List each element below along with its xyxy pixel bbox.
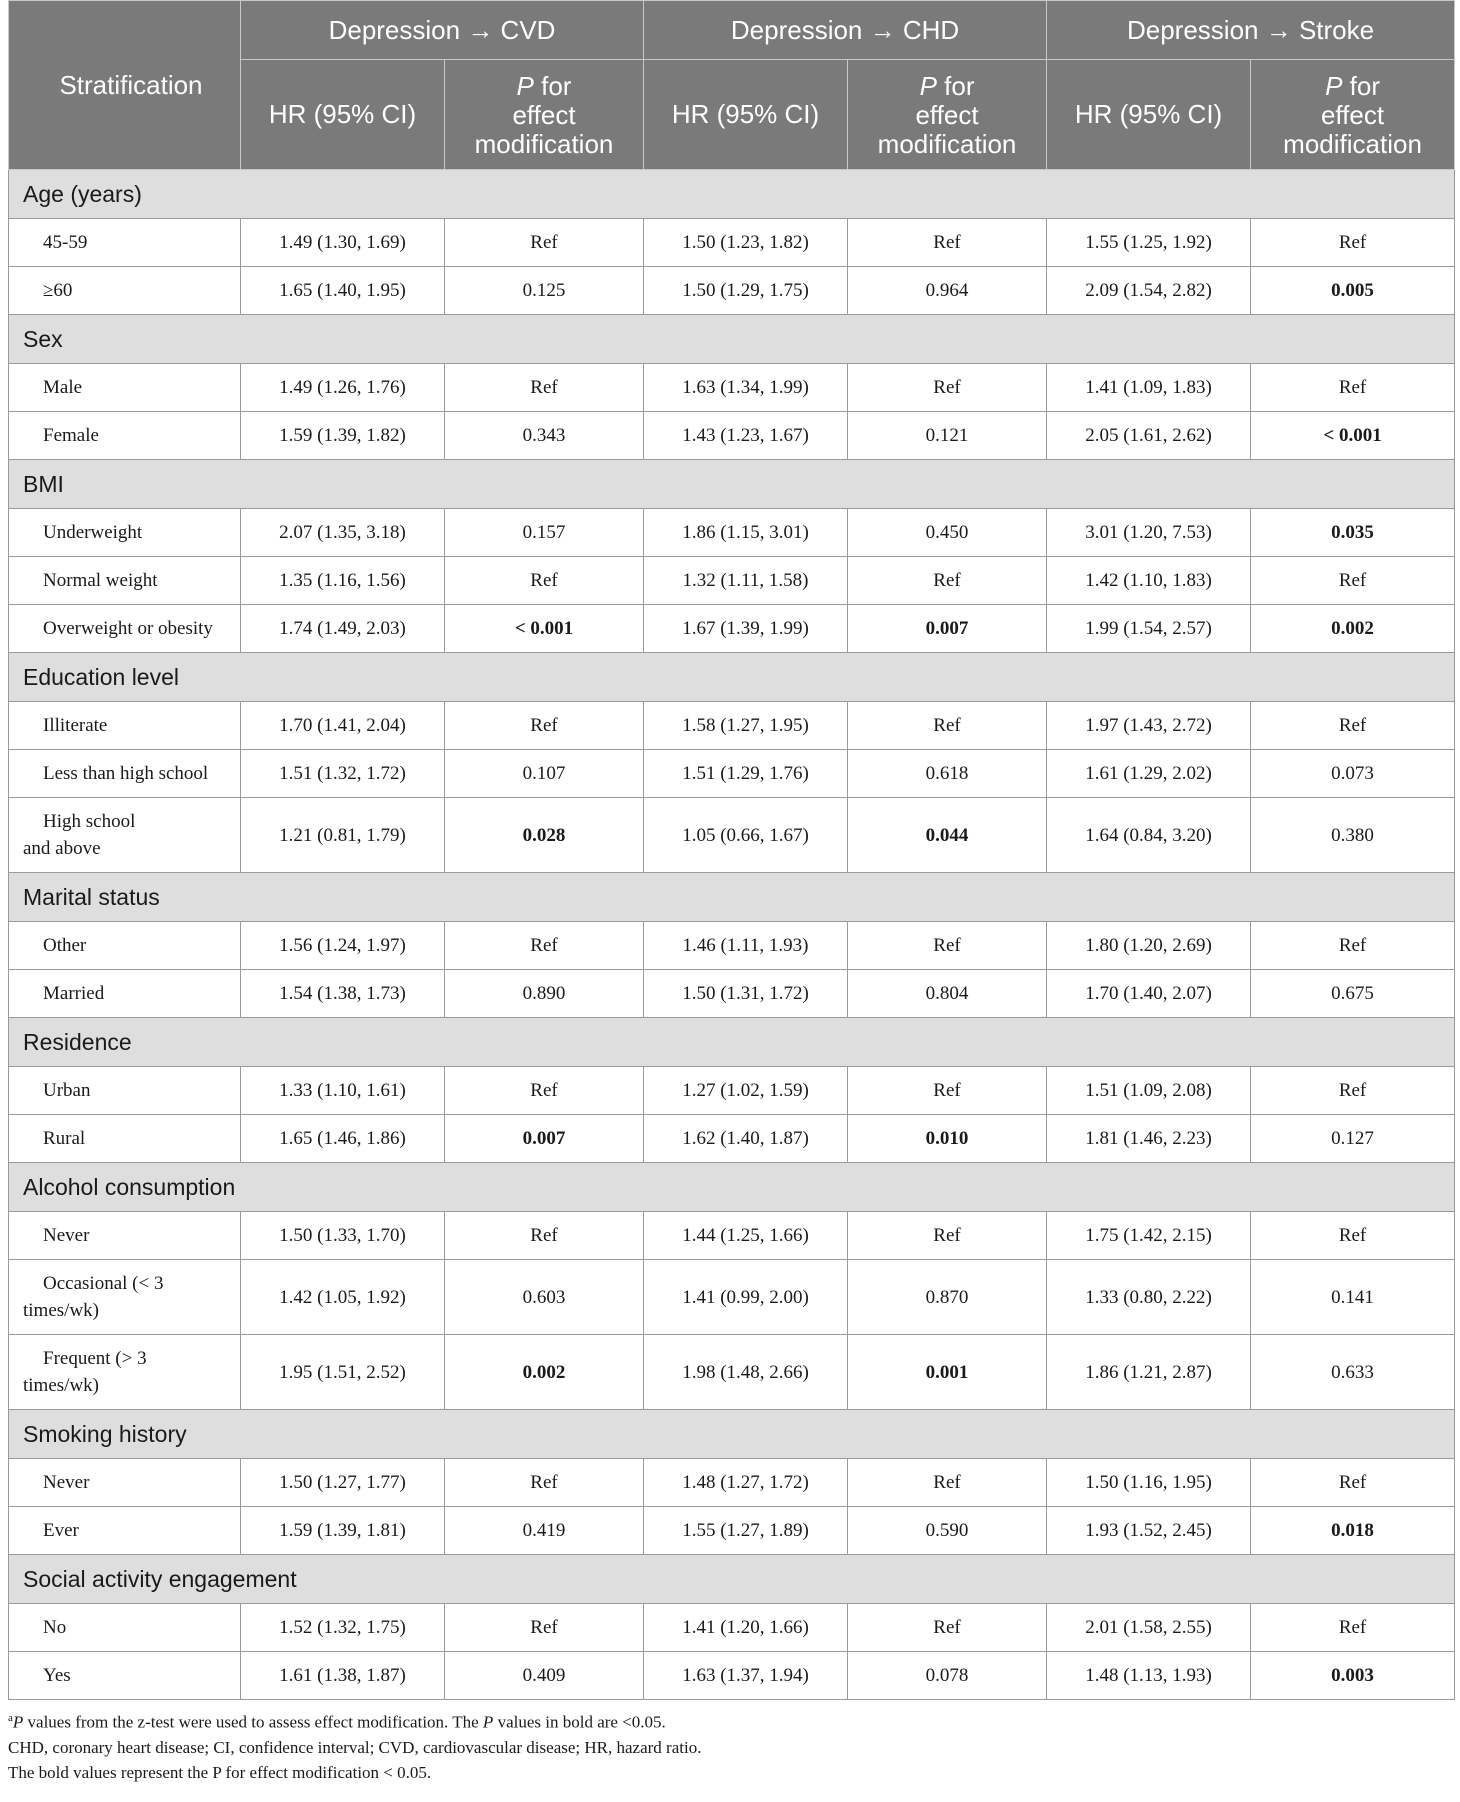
p-value-cell: 0.380 — [1251, 798, 1455, 873]
p-value-cell: Ref — [445, 702, 644, 750]
hr-cell: 1.74 (1.49, 2.03) — [241, 605, 445, 653]
p-value-cell: 0.035 — [1251, 509, 1455, 557]
hr-cell: 1.65 (1.40, 1.95) — [241, 267, 445, 315]
p-value-cell: Ref — [848, 557, 1047, 605]
hr-cell: 3.01 (1.20, 7.53) — [1047, 509, 1251, 557]
hr-cell: 1.51 (1.09, 2.08) — [1047, 1067, 1251, 1115]
p-value-cell: Ref — [848, 219, 1047, 267]
p-value-cell: Ref — [848, 922, 1047, 970]
p-header-for: for — [936, 70, 975, 101]
p-value-cell: 0.078 — [848, 1652, 1047, 1700]
p-value-cell: Ref — [445, 1459, 644, 1507]
section-row — [9, 1410, 1455, 1459]
p-value-cell: Ref — [445, 1212, 644, 1260]
hr-cell: 1.70 (1.41, 2.04) — [241, 702, 445, 750]
hr-cell: 1.70 (1.40, 2.07) — [1047, 970, 1251, 1018]
p-value-cell: 0.590 — [848, 1507, 1047, 1555]
hr-cell: 1.98 (1.48, 2.66) — [644, 1335, 848, 1410]
row-label: Overweight or obesity — [9, 605, 241, 653]
section-row — [9, 170, 1455, 219]
p-header-effect: effect — [1320, 99, 1385, 130]
hr-cell: 1.05 (0.66, 1.67) — [644, 798, 848, 873]
row-label-line1: Occasional (< 3 — [43, 1273, 164, 1294]
table-row — [9, 1604, 1455, 1652]
hr-cell: 1.63 (1.37, 1.94) — [644, 1652, 848, 1700]
table-row — [9, 219, 1455, 267]
p-header — [1251, 60, 1455, 170]
hr-cell: 1.33 (1.10, 1.61) — [241, 1067, 445, 1115]
hr-cell: 1.55 (1.25, 1.92) — [1047, 219, 1251, 267]
table-row — [9, 605, 1455, 653]
table-row — [9, 412, 1455, 460]
stratification-header: Stratification — [9, 1, 241, 170]
p-value-cell: Ref — [445, 557, 644, 605]
p-value-cell: Ref — [1251, 219, 1455, 267]
p-value-cell: 0.044 — [848, 798, 1047, 873]
p-value-cell: Ref — [1251, 702, 1455, 750]
p-value-cell: 0.125 — [445, 267, 644, 315]
p-value-cell: 0.107 — [445, 750, 644, 798]
row-label: Other — [9, 922, 241, 970]
p-value-cell: Ref — [848, 702, 1047, 750]
hr-cell: 1.42 (1.05, 1.92) — [241, 1260, 445, 1335]
p-header-modification: modification — [877, 128, 1017, 159]
table-row — [9, 267, 1455, 315]
hr-cell: 1.50 (1.23, 1.82) — [644, 219, 848, 267]
p-value-cell: Ref — [445, 922, 644, 970]
row-label: ≥60 — [9, 267, 241, 315]
hr-cell: 1.50 (1.27, 1.77) — [241, 1459, 445, 1507]
row-label: Male — [9, 364, 241, 412]
p-value-cell: 0.002 — [445, 1335, 644, 1410]
p-value-cell: 0.804 — [848, 970, 1047, 1018]
hr-cell: 1.61 (1.38, 1.87) — [241, 1652, 445, 1700]
hr-cell: 1.44 (1.25, 1.66) — [644, 1212, 848, 1260]
hr-cell: 1.59 (1.39, 1.82) — [241, 412, 445, 460]
p-value-cell: 0.141 — [1251, 1260, 1455, 1335]
p-value-cell: Ref — [1251, 1067, 1455, 1115]
table-row — [9, 1260, 1455, 1335]
p-value-cell: 0.409 — [445, 1652, 644, 1700]
p-header-for: for — [533, 70, 572, 101]
hr-cell: 1.56 (1.24, 1.97) — [241, 922, 445, 970]
p-value-cell: 0.007 — [445, 1115, 644, 1163]
table-row — [9, 702, 1455, 750]
row-label: Illiterate — [9, 702, 241, 750]
p-value-cell: 0.870 — [848, 1260, 1047, 1335]
hr-cell: 1.51 (1.32, 1.72) — [241, 750, 445, 798]
p-value-cell: 0.343 — [445, 412, 644, 460]
table-body — [9, 170, 1455, 1700]
section-row — [9, 873, 1455, 922]
p-value-cell: Ref — [445, 364, 644, 412]
hr-cell: 1.33 (0.80, 2.22) — [1047, 1260, 1251, 1335]
row-label-line1: High school — [43, 811, 136, 832]
hr-cell: 1.86 (1.21, 2.87) — [1047, 1335, 1251, 1410]
p-value-cell: 0.450 — [848, 509, 1047, 557]
table-row — [9, 364, 1455, 412]
hr-cell: 1.49 (1.26, 1.76) — [241, 364, 445, 412]
section-title: Age (years) — [9, 170, 1455, 219]
p-value-cell: 0.001 — [848, 1335, 1047, 1410]
section-title: Residence — [9, 1018, 1455, 1067]
footnote-abbreviations: CHD, coronary heart disease; CI, confidence interval; CVD, cardiovascular disease; HR, hazard ratio. — [8, 1737, 702, 1757]
p-header-italic: P — [1325, 70, 1343, 101]
footnote-p-italic: P — [482, 1712, 494, 1732]
table-row — [9, 1115, 1455, 1163]
row-label: Yes — [9, 1652, 241, 1700]
row-label: Underweight — [9, 509, 241, 557]
row-label: Married — [9, 970, 241, 1018]
table-row — [9, 1335, 1455, 1410]
hr-cell: 1.62 (1.40, 1.87) — [644, 1115, 848, 1163]
p-value-cell: 0.121 — [848, 412, 1047, 460]
p-value-cell: Ref — [445, 1067, 644, 1115]
table-row — [9, 557, 1455, 605]
p-value-cell: 0.603 — [445, 1260, 644, 1335]
hr-cell: 1.51 (1.29, 1.76) — [644, 750, 848, 798]
p-value-cell: 0.675 — [1251, 970, 1455, 1018]
p-header-modification: modification — [1283, 128, 1422, 159]
row-label — [9, 1260, 241, 1335]
p-value-cell: Ref — [848, 1067, 1047, 1115]
p-header-for: for — [1342, 70, 1380, 101]
section-title: Sex — [9, 315, 1455, 364]
footnote-a-text: values from the z-test were used to assess effect modification. The — [23, 1712, 483, 1732]
section-title: Education level — [9, 653, 1455, 702]
p-header-italic: P — [516, 70, 534, 101]
hr-cell: 1.41 (1.09, 1.83) — [1047, 364, 1251, 412]
hr-cell: 1.48 (1.13, 1.93) — [1047, 1652, 1251, 1700]
row-label: 45-59 — [9, 219, 241, 267]
p-value-cell: Ref — [1251, 922, 1455, 970]
row-label-line1: Frequent (> 3 — [43, 1348, 147, 1369]
row-label: Less than high school — [9, 750, 241, 798]
hr-cell: 1.54 (1.38, 1.73) — [241, 970, 445, 1018]
row-label-line2: and above — [23, 838, 101, 859]
p-value-cell: 0.127 — [1251, 1115, 1455, 1163]
hr-cell: 2.07 (1.35, 3.18) — [241, 509, 445, 557]
p-value-cell: Ref — [1251, 1212, 1455, 1260]
p-header-effect: effect — [915, 99, 979, 130]
hr-cell: 1.21 (0.81, 1.79) — [241, 798, 445, 873]
section-row — [9, 315, 1455, 364]
hr-cell: 1.49 (1.30, 1.69) — [241, 219, 445, 267]
hr-cell: 1.95 (1.51, 2.52) — [241, 1335, 445, 1410]
row-label: Rural — [9, 1115, 241, 1163]
p-value-cell: 0.010 — [848, 1115, 1047, 1163]
hr-header: HR (95% CI) — [1047, 60, 1251, 170]
section-title: BMI — [9, 460, 1455, 509]
p-value-cell: 0.890 — [445, 970, 644, 1018]
row-label: Female — [9, 412, 241, 460]
row-label — [9, 1335, 241, 1410]
group-header-cvd: Depression → CVD — [241, 1, 644, 60]
p-value-cell: Ref — [848, 1212, 1047, 1260]
hr-cell: 1.43 (1.23, 1.67) — [644, 412, 848, 460]
hr-cell: 1.35 (1.16, 1.56) — [241, 557, 445, 605]
section-row — [9, 1555, 1455, 1604]
p-value-cell: Ref — [1251, 1459, 1455, 1507]
hr-cell: 1.48 (1.27, 1.72) — [644, 1459, 848, 1507]
p-value-cell: 0.419 — [445, 1507, 644, 1555]
p-value-cell: Ref — [1251, 557, 1455, 605]
hr-header: HR (95% CI) — [241, 60, 445, 170]
section-row — [9, 1018, 1455, 1067]
p-value-cell: 0.964 — [848, 267, 1047, 315]
section-row — [9, 460, 1455, 509]
footnote-a-end: values in bold are <0.05. — [493, 1712, 666, 1732]
hr-cell: 1.58 (1.27, 1.95) — [644, 702, 848, 750]
hr-cell: 1.80 (1.20, 2.69) — [1047, 922, 1251, 970]
hr-cell: 1.64 (0.84, 3.20) — [1047, 798, 1251, 873]
p-value-cell: 0.157 — [445, 509, 644, 557]
row-label: Never — [9, 1212, 241, 1260]
row-label: Never — [9, 1459, 241, 1507]
p-header — [848, 60, 1047, 170]
table-row — [9, 750, 1455, 798]
table-row — [9, 1459, 1455, 1507]
section-row — [9, 653, 1455, 702]
group-header-chd: Depression → CHD — [644, 1, 1047, 60]
p-value-cell: Ref — [848, 364, 1047, 412]
table-row — [9, 1507, 1455, 1555]
table-container — [8, 0, 1454, 1785]
p-header-effect: effect — [512, 99, 576, 130]
hr-cell: 1.93 (1.52, 2.45) — [1047, 1507, 1251, 1555]
hr-cell: 1.50 (1.33, 1.70) — [241, 1212, 445, 1260]
p-value-cell: Ref — [1251, 1604, 1455, 1652]
hr-cell: 1.63 (1.34, 1.99) — [644, 364, 848, 412]
row-label: No — [9, 1604, 241, 1652]
p-value-cell: 0.007 — [848, 605, 1047, 653]
hr-cell: 1.55 (1.27, 1.89) — [644, 1507, 848, 1555]
p-value-cell: 0.002 — [1251, 605, 1455, 653]
hr-cell: 1.86 (1.15, 3.01) — [644, 509, 848, 557]
footnotes — [8, 1706, 1454, 1785]
table-header — [9, 1, 1455, 170]
table-row — [9, 1652, 1455, 1700]
row-label-line2: times/wk) — [23, 1375, 99, 1396]
row-label: Urban — [9, 1067, 241, 1115]
hr-cell: 1.65 (1.46, 1.86) — [241, 1115, 445, 1163]
p-header-modification: modification — [474, 128, 614, 159]
p-value-cell: 0.633 — [1251, 1335, 1455, 1410]
section-title: Social activity engagement — [9, 1555, 1455, 1604]
hr-cell: 1.97 (1.43, 2.72) — [1047, 702, 1251, 750]
table-row — [9, 1212, 1455, 1260]
results-table — [8, 0, 1455, 1700]
p-value-cell: 0.073 — [1251, 750, 1455, 798]
hr-cell: 1.41 (1.20, 1.66) — [644, 1604, 848, 1652]
p-value-cell: Ref — [445, 1604, 644, 1652]
hr-cell: 1.50 (1.31, 1.72) — [644, 970, 848, 1018]
hr-cell: 1.46 (1.11, 1.93) — [644, 922, 848, 970]
p-value-cell: 0.618 — [848, 750, 1047, 798]
p-value-cell: 0.018 — [1251, 1507, 1455, 1555]
p-value-cell: Ref — [848, 1604, 1047, 1652]
hr-cell: 2.01 (1.58, 2.55) — [1047, 1604, 1251, 1652]
table-row — [9, 798, 1455, 873]
p-value-cell: 0.028 — [445, 798, 644, 873]
hr-cell: 1.59 (1.39, 1.81) — [241, 1507, 445, 1555]
p-header-italic: P — [919, 70, 937, 101]
p-value-cell: Ref — [1251, 364, 1455, 412]
row-label: Normal weight — [9, 557, 241, 605]
hr-header: HR (95% CI) — [644, 60, 848, 170]
section-title: Marital status — [9, 873, 1455, 922]
footnote-a — [8, 1706, 1454, 1735]
p-header — [445, 60, 644, 170]
table-row — [9, 970, 1455, 1018]
section-title: Alcohol consumption — [9, 1163, 1455, 1212]
row-label: Ever — [9, 1507, 241, 1555]
hr-cell: 1.81 (1.46, 2.23) — [1047, 1115, 1251, 1163]
table-row — [9, 922, 1455, 970]
section-title: Smoking history — [9, 1410, 1455, 1459]
p-value-cell: Ref — [445, 219, 644, 267]
row-label-line2: times/wk) — [23, 1300, 99, 1321]
hr-cell: 1.27 (1.02, 1.59) — [644, 1067, 848, 1115]
hr-cell: 1.41 (0.99, 2.00) — [644, 1260, 848, 1335]
group-header-stroke: Depression → Stroke — [1047, 1, 1455, 60]
hr-cell: 1.67 (1.39, 1.99) — [644, 605, 848, 653]
hr-cell: 1.50 (1.29, 1.75) — [644, 267, 848, 315]
section-row — [9, 1163, 1455, 1212]
p-value-cell: < 0.001 — [445, 605, 644, 653]
hr-cell: 1.52 (1.32, 1.75) — [241, 1604, 445, 1652]
hr-cell: 1.32 (1.11, 1.58) — [644, 557, 848, 605]
hr-cell: 1.42 (1.10, 1.83) — [1047, 557, 1251, 605]
hr-cell: 1.61 (1.29, 2.02) — [1047, 750, 1251, 798]
footnote-bold-note: The bold values represent the P for effect modification < 0.05. — [8, 1762, 432, 1782]
hr-cell: 2.05 (1.61, 2.62) — [1047, 412, 1251, 460]
p-value-cell: 0.003 — [1251, 1652, 1455, 1700]
p-value-cell: Ref — [848, 1459, 1047, 1507]
p-value-cell: < 0.001 — [1251, 412, 1455, 460]
hr-cell: 1.75 (1.42, 2.15) — [1047, 1212, 1251, 1260]
footnote-marker: a — [8, 1712, 13, 1724]
p-value-cell: 0.005 — [1251, 267, 1455, 315]
table-row — [9, 1067, 1455, 1115]
footnote-p-italic: P — [12, 1712, 24, 1732]
hr-cell: 2.09 (1.54, 2.82) — [1047, 267, 1251, 315]
row-label — [9, 798, 241, 873]
hr-cell: 1.99 (1.54, 2.57) — [1047, 605, 1251, 653]
table-row — [9, 509, 1455, 557]
hr-cell: 1.50 (1.16, 1.95) — [1047, 1459, 1251, 1507]
